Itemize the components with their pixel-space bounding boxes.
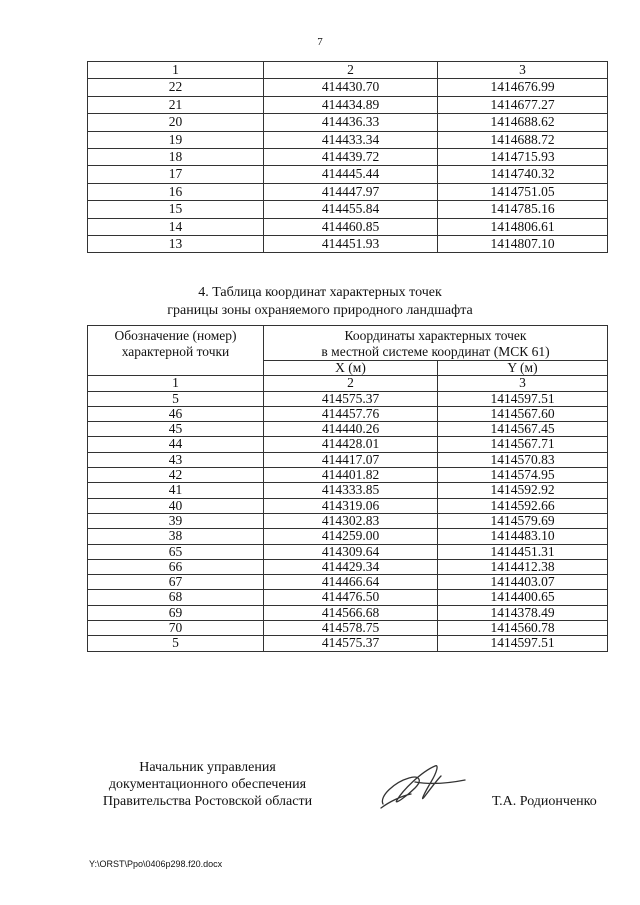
table-row <box>88 149 608 166</box>
y-coordinate-cell: 1414597.51 <box>438 391 608 406</box>
y-coordinate-cell: 1414592.92 <box>438 483 608 498</box>
table2-header-row <box>88 326 608 361</box>
table2-num-cell: 2 <box>264 376 438 391</box>
point-number-cell: 21 <box>88 96 264 113</box>
table2-num-cell: 3 <box>438 376 608 391</box>
x-coordinate-cell: 414434.89 <box>264 96 438 113</box>
y-coordinate-cell: 1414451.31 <box>438 544 608 559</box>
signatory-title-line1: Начальник управления <box>139 760 276 775</box>
point-number-cell: 68 <box>88 590 264 605</box>
y-coordinate-cell: 1414567.45 <box>438 422 608 437</box>
y-coordinate-cell: 1414688.62 <box>438 114 608 131</box>
point-number-cell: 22 <box>88 79 264 96</box>
y-coordinate-cell: 1414574.95 <box>438 468 608 483</box>
x-coordinate-cell: 414575.37 <box>264 636 438 651</box>
y-coordinate-cell: 1414378.49 <box>438 605 608 620</box>
table-row <box>88 544 608 559</box>
x-coordinate-cell: 414417.07 <box>264 452 438 467</box>
point-number-cell: 15 <box>88 201 264 218</box>
point-number-cell: 46 <box>88 406 264 421</box>
point-number-cell: 43 <box>88 452 264 467</box>
table-row <box>88 498 608 513</box>
y-coordinate-cell: 1414567.71 <box>438 437 608 452</box>
table-row <box>88 605 608 620</box>
table-row <box>88 468 608 483</box>
table-row <box>88 166 608 183</box>
x-coordinate-cell: 414566.68 <box>264 605 438 620</box>
coordinates-table-continued <box>87 61 608 253</box>
point-number-cell: 20 <box>88 114 264 131</box>
x-coordinate-cell: 414436.33 <box>264 114 438 131</box>
y-coordinate-cell: 1414740.32 <box>438 166 608 183</box>
table-row <box>88 621 608 636</box>
point-number-cell: 41 <box>88 483 264 498</box>
x-coordinate-cell: 414447.97 <box>264 183 438 200</box>
y-coordinate-cell: 1414412.38 <box>438 559 608 574</box>
table-row <box>88 575 608 590</box>
table2-number-row <box>88 376 608 391</box>
y-coordinate-cell: 1414570.83 <box>438 452 608 467</box>
y-coordinate-cell: 1414677.27 <box>438 96 608 113</box>
y-coordinate-cell: 1414676.99 <box>438 79 608 96</box>
table-row <box>88 114 608 131</box>
table1-num-cell: 1 <box>88 62 264 79</box>
table1-number-row <box>88 62 608 79</box>
y-coordinate-cell: 1414592.66 <box>438 498 608 513</box>
signatory-title-line3: Правительства Ростовской области <box>102 794 313 809</box>
table-row <box>88 96 608 113</box>
table-row <box>88 236 608 253</box>
point-number-cell: 19 <box>88 131 264 148</box>
y-coordinate-cell: 1414403.07 <box>438 575 608 590</box>
x-coordinate-cell: 414457.76 <box>264 406 438 421</box>
table1-num-cell: 3 <box>438 62 608 79</box>
x-coordinate-cell: 414259.00 <box>264 529 438 544</box>
point-number-cell: 5 <box>88 636 264 651</box>
x-coordinate-cell: 414575.37 <box>264 391 438 406</box>
point-number-cell: 16 <box>88 183 264 200</box>
point-number-cell: 42 <box>88 468 264 483</box>
x-coordinate-cell: 414433.34 <box>264 131 438 148</box>
point-number-cell: 44 <box>88 437 264 452</box>
section-title-line1: 4. Таблица координат характерных точек <box>198 285 442 300</box>
point-number-cell: 38 <box>88 529 264 544</box>
point-number-cell: 39 <box>88 513 264 528</box>
x-coordinate-cell: 414445.44 <box>264 166 438 183</box>
point-number-cell: 13 <box>88 236 264 253</box>
coordinates-header-line1: Координаты характерных точек <box>344 328 527 343</box>
y-coordinate-cell: 1414806.61 <box>438 218 608 235</box>
table-row <box>88 218 608 235</box>
table2-body <box>88 326 608 652</box>
table1-body <box>88 62 608 253</box>
table-row <box>88 201 608 218</box>
point-designation-header-line1: Обозначение (номер) <box>114 328 237 343</box>
x-coordinate-cell: 414451.93 <box>264 236 438 253</box>
section-title-line2: границы зоны охраняемого природного ландшафта <box>167 303 473 318</box>
y-coordinate-cell: 1414785.16 <box>438 201 608 218</box>
table-row <box>88 559 608 574</box>
point-number-cell: 45 <box>88 422 264 437</box>
point-number-cell: 17 <box>88 166 264 183</box>
x-coordinate-cell: 414578.75 <box>264 621 438 636</box>
table-row <box>88 406 608 421</box>
table-row <box>88 590 608 605</box>
table-row <box>88 452 608 467</box>
y-coordinate-cell: 1414688.72 <box>438 131 608 148</box>
table-row <box>88 437 608 452</box>
signatory-name: Т.А. Родионченко <box>492 794 597 809</box>
x-coordinate-cell: 414333.85 <box>264 483 438 498</box>
point-designation-header <box>88 326 264 376</box>
table-row <box>88 391 608 406</box>
x-coordinate-cell: 414302.83 <box>264 513 438 528</box>
table-row <box>88 636 608 651</box>
point-number-cell: 67 <box>88 575 264 590</box>
table-row <box>88 422 608 437</box>
y-coordinate-cell: 1414715.93 <box>438 149 608 166</box>
y-coordinate-cell: 1414560.78 <box>438 621 608 636</box>
point-number-cell: 18 <box>88 149 264 166</box>
table-row <box>88 79 608 96</box>
page-number: 7 <box>317 36 323 48</box>
point-designation-header-line2: характерной точки <box>121 344 230 359</box>
y-coordinate-cell: 1414483.10 <box>438 529 608 544</box>
point-number-cell: 66 <box>88 559 264 574</box>
file-path-footer: Y:\ORST\Ppo\0406p298.f20.docx <box>89 859 223 869</box>
point-number-cell: 14 <box>88 218 264 235</box>
point-number-cell: 70 <box>88 621 264 636</box>
x-coordinate-cell: 414455.84 <box>264 201 438 218</box>
table1-num-cell: 2 <box>264 62 438 79</box>
table-row <box>88 529 608 544</box>
point-number-cell: 5 <box>88 391 264 406</box>
x-coordinate-cell: 414460.85 <box>264 218 438 235</box>
point-number-cell: 65 <box>88 544 264 559</box>
y-coordinate-cell: 1414567.60 <box>438 406 608 421</box>
table-row <box>88 183 608 200</box>
signatory-title-line2: документационного обеспечения <box>108 777 307 792</box>
table-row <box>88 513 608 528</box>
x-coordinate-cell: 414430.70 <box>264 79 438 96</box>
x-coordinate-cell: 414429.34 <box>264 559 438 574</box>
x-coordinate-cell: 414439.72 <box>264 149 438 166</box>
y-coordinate-cell: 1414400.65 <box>438 590 608 605</box>
x-coordinate-cell: 414428.01 <box>264 437 438 452</box>
x-coordinate-cell: 414466.64 <box>264 575 438 590</box>
table-row <box>88 131 608 148</box>
x-coordinate-cell: 414319.06 <box>264 498 438 513</box>
coordinates-header <box>264 326 608 361</box>
x-coordinate-cell: 414309.64 <box>264 544 438 559</box>
point-number-cell: 69 <box>88 605 264 620</box>
table-row <box>88 483 608 498</box>
signatory-title <box>90 759 325 810</box>
point-number-cell: 40 <box>88 498 264 513</box>
section-heading <box>0 284 640 320</box>
y-coordinate-cell: 1414807.10 <box>438 236 608 253</box>
x-coordinate-cell: 414476.50 <box>264 590 438 605</box>
boundary-coordinates-table <box>87 325 608 652</box>
y-coordinate-cell: 1414579.69 <box>438 513 608 528</box>
table2-num-cell: 1 <box>88 376 264 391</box>
handwritten-signature <box>375 760 475 815</box>
y-coordinate-cell: 1414751.05 <box>438 183 608 200</box>
x-coordinate-cell: 414401.82 <box>264 468 438 483</box>
x-header: X (м) <box>264 361 438 376</box>
y-coordinate-cell: 1414597.51 <box>438 636 608 651</box>
y-header: Y (м) <box>438 361 608 376</box>
x-coordinate-cell: 414440.26 <box>264 422 438 437</box>
coordinates-header-line2: в местной системе координат (МСК 61) <box>321 344 550 359</box>
